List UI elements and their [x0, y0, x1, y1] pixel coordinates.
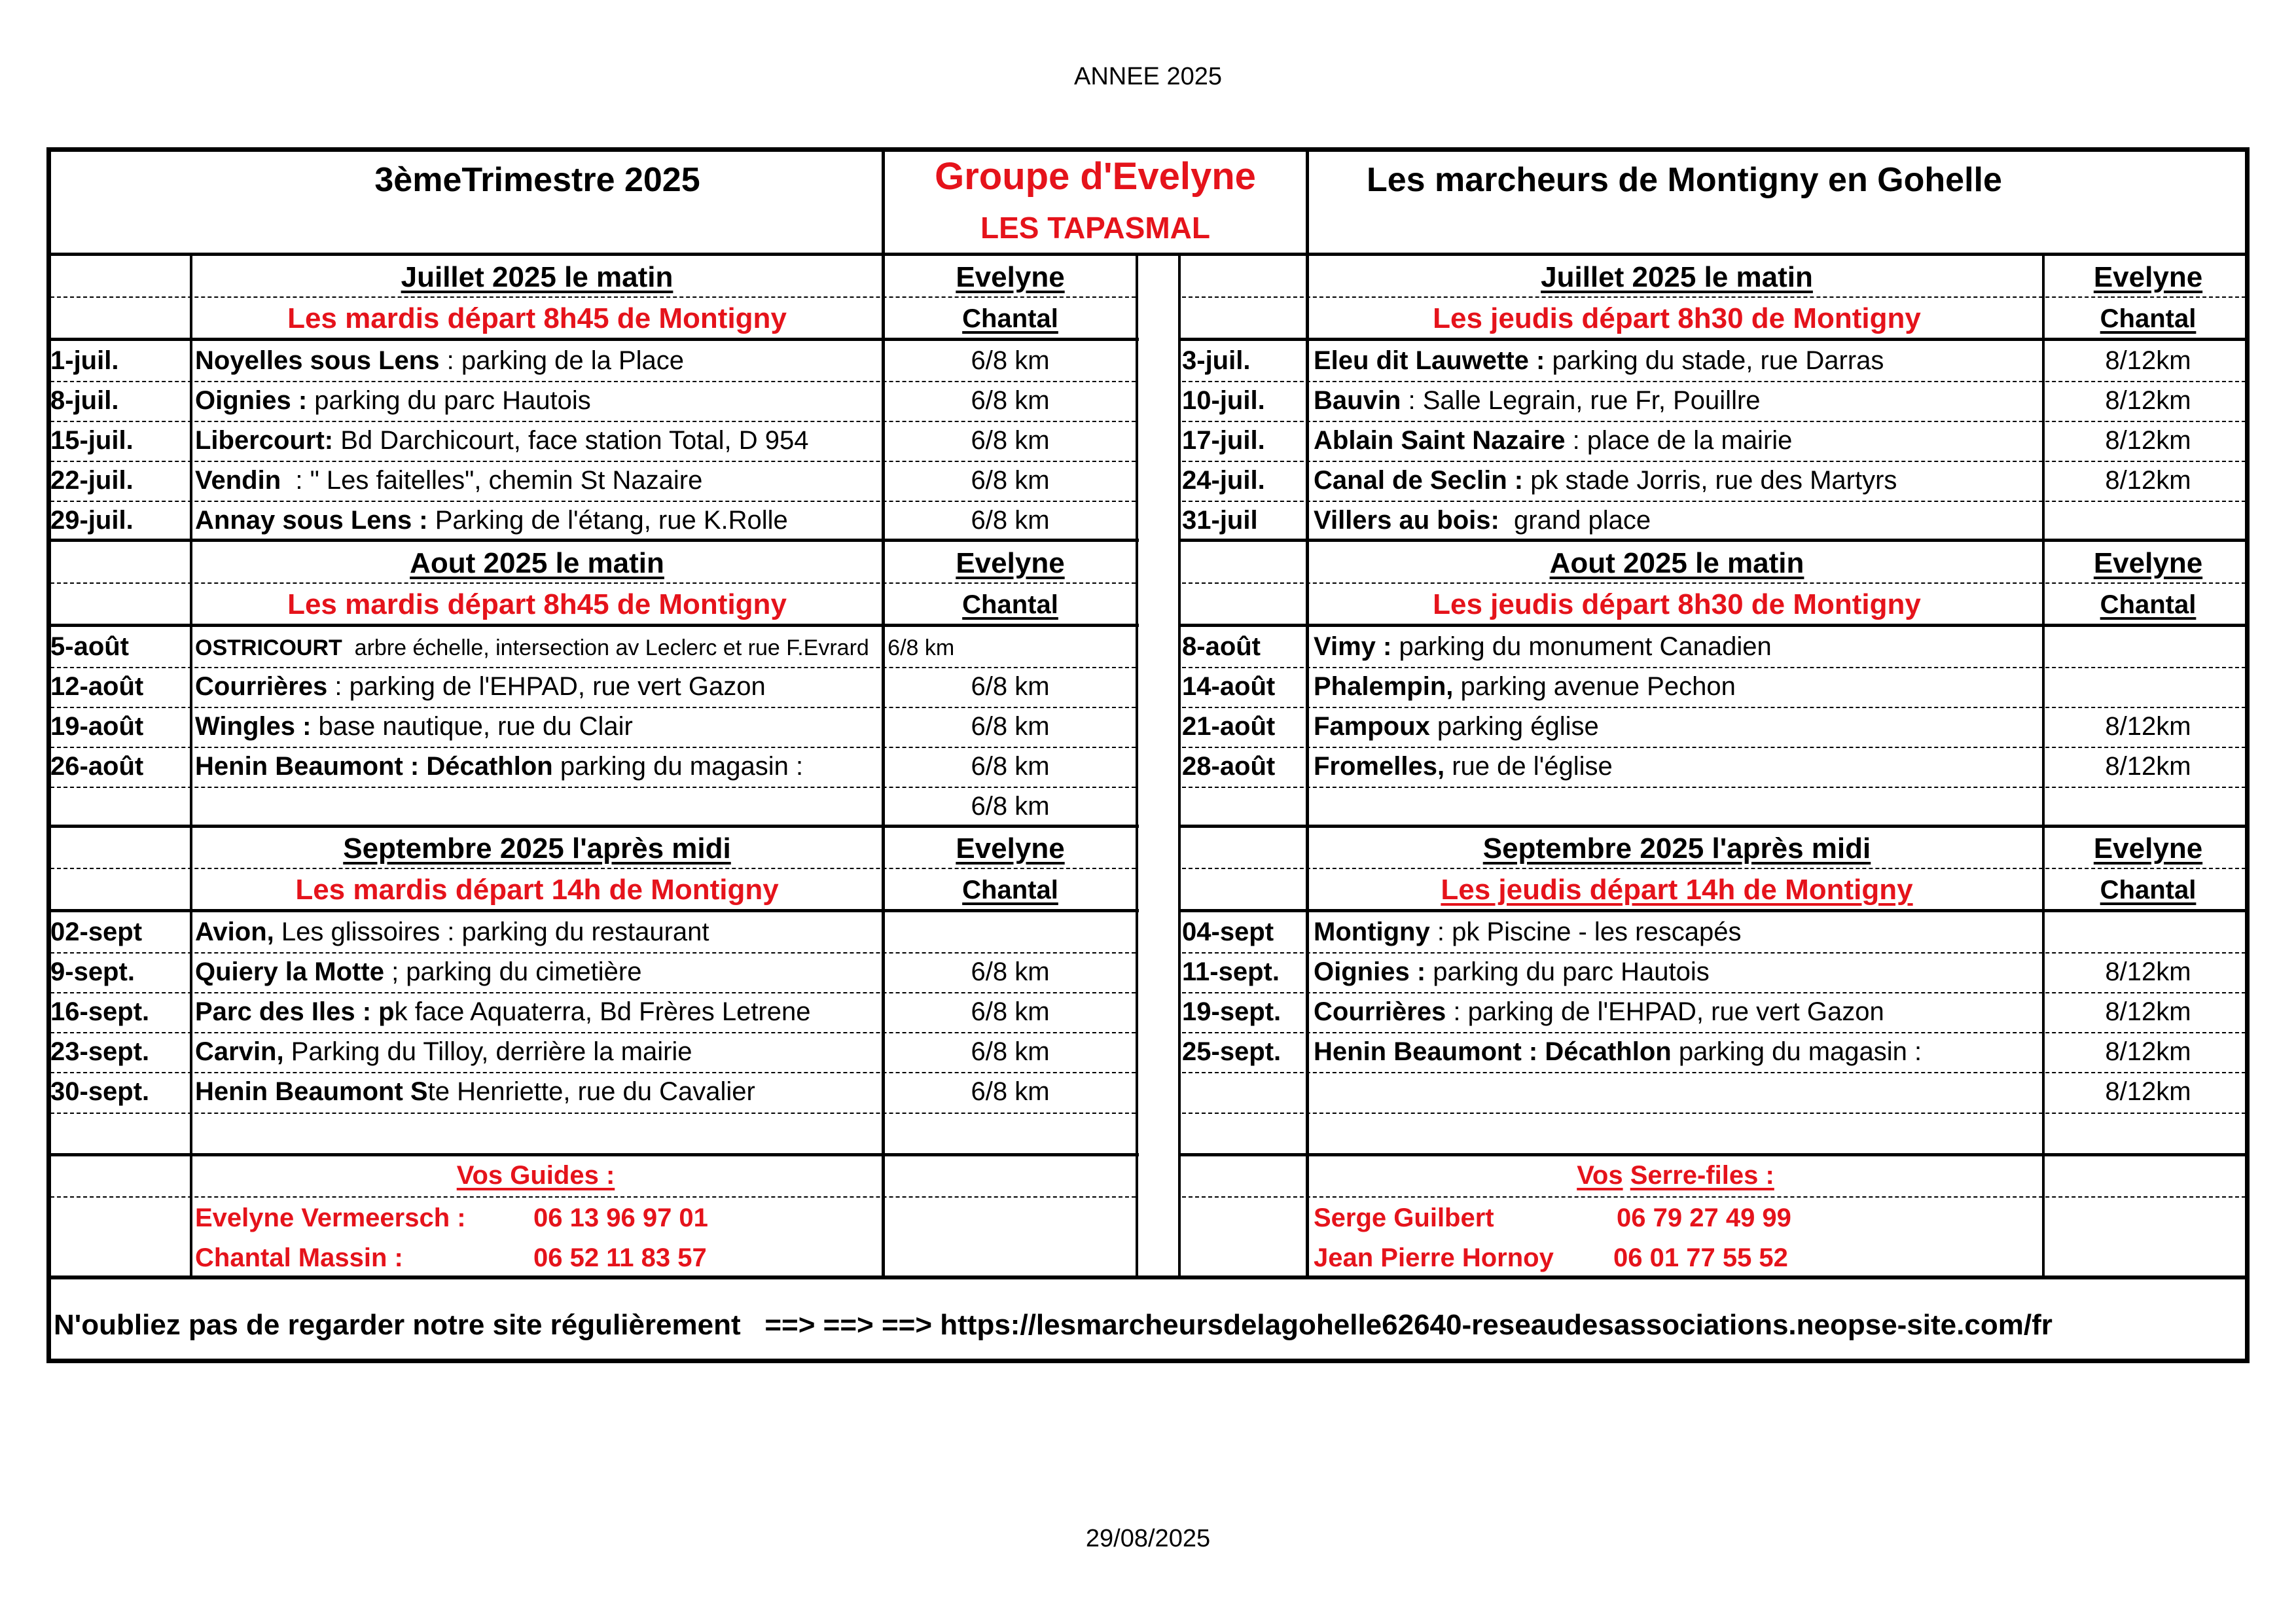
left-september-date-0: 02-sept: [50, 918, 143, 946]
right-august-date-3: 28-août: [1182, 752, 1276, 781]
left-august-date-2: 19-août: [50, 712, 144, 741]
place-name: Eleu dit Lauwette :: [1314, 346, 1545, 375]
right-july-place-2: [1314, 421, 1792, 460]
place-name: Henin Beaumont : Décathlon: [1314, 1037, 1672, 1066]
place-detail: rue de l'église: [1444, 752, 1613, 781]
serre-files-title-b: Serre-files :: [1630, 1161, 1774, 1190]
right-september-dist-4: 8/12km: [2105, 1077, 2191, 1106]
right-september-guide1: Evelyne: [2093, 832, 2203, 865]
place-detail: k face Aquaterra, Bd Frères Letrene: [394, 997, 811, 1026]
serre-file-phone-1: 06 79 27 49 99: [1617, 1204, 1791, 1232]
left-july-place-2: [195, 421, 808, 460]
left-september-title: Septembre 2025 l'après midi: [343, 832, 731, 865]
left-september-guide1: Evelyne: [956, 832, 1065, 865]
right-july-dist-4: [2047, 501, 2250, 540]
right-august-date-2: 21-août: [1182, 712, 1276, 741]
right-july-date-4: 31-juil: [1182, 506, 1258, 535]
right-september-place-1: [1314, 952, 1710, 991]
place-detail: : " Les faitelles", chemin St Nazaire: [281, 466, 703, 495]
right-september-dist-1: 8/12km: [2105, 957, 2191, 986]
left-september-dist-4: 6/8 km: [971, 1077, 1050, 1106]
place-detail: base nautique, rue du Clair: [311, 712, 633, 741]
place-detail: parking avenue Pechon: [1453, 672, 1736, 701]
place-name: Courrières: [195, 672, 328, 701]
guide-name-2: Chantal Massin :: [195, 1243, 403, 1272]
left-july-guide1: Evelyne: [956, 261, 1065, 293]
place-name: OSTRICOURT: [195, 635, 342, 660]
right-july-dist-3: 8/12km: [2105, 466, 2191, 495]
serre-file-name-1: Serge Guilbert: [1314, 1204, 1494, 1232]
right-july-place-0: [1314, 341, 1884, 380]
left-august-dist-0: [885, 627, 1136, 666]
left-july-dist-4: 6/8 km: [971, 506, 1050, 535]
left-september-place-4: [195, 1072, 755, 1111]
right-september-dist-3: 8/12km: [2105, 1037, 2191, 1066]
place-detail: parking du parc Hautois: [307, 386, 591, 415]
place-detail: parking du monument Canadien: [1391, 632, 1772, 661]
right-september-guide2: Chantal: [2100, 876, 2197, 904]
left-july-guide2: Chantal: [962, 304, 1058, 333]
place-name: Noyelles sous Lens: [195, 346, 440, 375]
left-july-place-0: [195, 341, 684, 380]
right-july-depart: Les jeudis départ 8h30 de Montigny: [1433, 302, 1921, 334]
right-july-date-0: 3-juil.: [1182, 346, 1251, 375]
place-name: Libercourt:: [195, 426, 334, 455]
left-july-title: Juillet 2025 le matin: [401, 261, 673, 293]
left-september-place-3: [195, 1032, 692, 1071]
right-september-dist-0: [2047, 912, 2250, 952]
left-july-dist-1: 6/8 km: [971, 386, 1050, 415]
right-july-place-4: [1314, 501, 1651, 540]
right-july-title: Juillet 2025 le matin: [1541, 261, 1813, 293]
place-name: Phalempin,: [1314, 672, 1454, 701]
left-july-dist-2: 6/8 km: [971, 426, 1050, 455]
page-header: ANNEE 2025: [1073, 63, 1222, 90]
right-july-place-3: [1314, 461, 1897, 500]
left-july-date-4: 29-juil.: [50, 506, 134, 535]
left-august-date-3: 26-août: [50, 752, 144, 781]
right-september-date-1: 11-sept.: [1182, 957, 1280, 986]
left-july-depart: Les mardis départ 8h45 de Montigny: [287, 302, 787, 334]
place-detail: ; parking du cimetière: [384, 957, 642, 986]
right-august-place-2: [1314, 707, 1599, 746]
place-name: Villers au bois:: [1314, 506, 1499, 535]
group-subname: LES TAPASMAL: [980, 211, 1210, 245]
left-august-dist-3: 6/8 km: [971, 752, 1050, 781]
place-name: Avion,: [195, 918, 274, 946]
right-august-place-0: [1314, 627, 1772, 666]
left-july-date-3: 22-juil.: [50, 466, 134, 495]
right-july-date-1: 10-juil.: [1182, 386, 1265, 415]
place-detail: parking du magasin :: [1671, 1037, 1922, 1066]
place-detail: : parking de la Place: [439, 346, 685, 375]
left-september-guide2: Chantal: [962, 876, 1058, 904]
place-detail: parking église: [1429, 712, 1599, 741]
footer-arrows: ==> ==> ==>: [764, 1309, 933, 1341]
place-name: Parc des Iles : p: [195, 997, 395, 1026]
serre-file-phone-2: 06 01 77 55 52: [1613, 1243, 1788, 1272]
place-name: Fampoux: [1314, 712, 1430, 741]
serre-files-title-a: Vos: [1577, 1161, 1623, 1190]
left-july-place-3: [195, 461, 702, 500]
site-link[interactable]: https://lesmarcheursdelagohelle62640-reseaudesassociations.neopse-site.com/fr: [940, 1309, 2053, 1341]
left-july-dist-3: 6/8 km: [971, 466, 1050, 495]
place-name: Courrières: [1314, 997, 1446, 1026]
right-july-guide1: Evelyne: [2093, 261, 2203, 293]
dash-line: [1182, 1113, 2246, 1114]
left-july-date-0: 1-juil.: [50, 346, 119, 375]
dash-line: [50, 1196, 1136, 1198]
place-detail: : pk Piscine - les rescapés: [1429, 918, 1742, 946]
left-august-guide1: Evelyne: [956, 547, 1065, 579]
serre-file-name-2: Jean Pierre Hornoy: [1314, 1243, 1554, 1272]
right-july-date-2: 17-juil.: [1182, 426, 1265, 455]
guide-phone-2: 06 52 11 83 57: [533, 1243, 707, 1272]
place-detail: parking du magasin :: [552, 752, 804, 781]
place-name: Annay sous Lens :: [195, 506, 428, 535]
col-divider: [1136, 256, 1138, 1275]
left-september-dist-2: 6/8 km: [971, 997, 1050, 1026]
right-august-dist-0: [2047, 627, 2250, 666]
right-august-place-1: [1314, 667, 1736, 706]
col-divider: [2042, 256, 2045, 1275]
place-detail: Les glissoires : parking du restaurant: [274, 918, 709, 946]
place-name: Fromelles,: [1314, 752, 1445, 781]
place-detail: grand place: [1499, 506, 1651, 535]
right-july-dist-0: 8/12km: [2105, 346, 2191, 375]
right-september-date-2: 19-sept.: [1182, 997, 1282, 1026]
left-september-date-2: 16-sept.: [50, 997, 150, 1026]
left-july-date-1: 8-juil.: [50, 386, 119, 415]
left-august-guide2: Chantal: [962, 590, 1058, 619]
left-september-dist-0: [885, 912, 1136, 952]
right-july-dist-2: 8/12km: [2105, 426, 2191, 455]
right-august-dist-2: 8/12km: [2105, 712, 2191, 741]
place-name: Montigny: [1314, 918, 1430, 946]
place-name: Henin Beaumont S: [195, 1077, 428, 1106]
dash-line: [50, 1113, 1136, 1114]
left-august-date-1: 12-août: [50, 672, 144, 701]
place-detail: : parking de l'EHPAD, rue vert Gazon: [327, 672, 766, 701]
left-august-depart: Les mardis départ 8h45 de Montigny: [287, 588, 787, 620]
col-divider: [190, 256, 192, 1275]
left-july-date-2: 15-juil.: [50, 426, 134, 455]
left-august-place-3: [195, 747, 803, 786]
place-name: Vendin: [195, 466, 281, 495]
left-september-date-4: 30-sept.: [50, 1077, 150, 1106]
left-august-dist-4: 6/8 km: [971, 792, 1050, 821]
place-name: Quiery la Motte: [195, 957, 384, 986]
place-detail: Parking de l'étang, rue K.Rolle: [427, 506, 788, 535]
left-august-place-1: [195, 667, 766, 706]
place-name: Bauvin: [1314, 386, 1401, 415]
right-august-guide1: Evelyne: [2093, 547, 2203, 579]
place-detail: parking du parc Hautois: [1426, 957, 1710, 986]
right-july-dist-1: 8/12km: [2105, 386, 2191, 415]
place-name: Wingles :: [195, 712, 312, 741]
right-august-date-0: 8-août: [1182, 632, 1261, 661]
right-september-title: Septembre 2025 l'après midi: [1482, 832, 1871, 865]
left-august-dist-2: 6/8 km: [971, 712, 1050, 741]
col-divider-club: [1306, 147, 1309, 1279]
left-august-place-2: [195, 707, 633, 746]
left-september-date-1: 9-sept.: [50, 957, 135, 986]
guide-phone-1: 06 13 96 97 01: [533, 1204, 708, 1232]
footer-note-text: N'oubliez pas de regarder notre site régulièrement: [54, 1309, 741, 1341]
right-august-dist-1: [2047, 667, 2250, 706]
right-september-place-3: [1314, 1032, 1922, 1071]
footer-date: 29/08/2025: [1085, 1525, 1211, 1552]
guides-title: Vos Guides :: [456, 1161, 615, 1190]
right-august-date-1: 14-août: [1182, 672, 1276, 701]
left-september-dist-1: 6/8 km: [971, 957, 1050, 986]
right-august-title: Aout 2025 le matin: [1549, 547, 1804, 579]
place-detail: arbre échelle, intersection av Leclerc et rue F.Evrard 6/8 km: [342, 635, 955, 660]
group-name: Groupe d'Evelyne: [935, 155, 1256, 198]
left-july-dist-0: 6/8 km: [971, 346, 1050, 375]
right-july-date-3: 24-juil.: [1182, 466, 1265, 495]
right-september-depart: Les jeudis départ 14h de Montigny: [1441, 874, 1913, 906]
right-september-place-0: [1314, 912, 1741, 952]
trimester-title: 3èmeTrimestre 2025: [374, 161, 700, 199]
left-august-dist-1: 6/8 km: [971, 672, 1050, 701]
left-september-dist-3: 6/8 km: [971, 1037, 1050, 1066]
left-august-place-0: [195, 627, 954, 666]
place-detail: pk stade Jorris, rue des Martyrs: [1523, 466, 1897, 495]
place-name: Oignies :: [1314, 957, 1426, 986]
col-divider: [1178, 256, 1181, 1275]
place-detail: : Salle Legrain, rue Fr, Pouillre: [1401, 386, 1761, 415]
place-detail: parking du stade, rue Darras: [1545, 346, 1884, 375]
right-july-guide2: Chantal: [2100, 304, 2197, 333]
left-august-date-0: 5-août: [50, 632, 129, 661]
left-september-place-0: [195, 912, 709, 952]
left-september-place-2: [195, 992, 811, 1031]
right-september-date-0: 04-sept: [1182, 918, 1274, 946]
right-september-date-3: 25-sept.: [1182, 1037, 1282, 1066]
place-name: Oignies :: [195, 386, 308, 415]
place-detail: : place de la mairie: [1565, 426, 1793, 455]
right-august-depart: Les jeudis départ 8h30 de Montigny: [1433, 588, 1921, 620]
right-september-place-2: [1314, 992, 1884, 1031]
place-detail: Bd Darchicourt, face station Total, D 954: [333, 426, 809, 455]
place-name: Henin Beaumont : Décathlon: [195, 752, 553, 781]
right-august-guide2: Chantal: [2100, 590, 2197, 619]
club-name: Les marcheurs de Montigny en Gohelle: [1367, 161, 2002, 199]
place-name: Canal de Seclin :: [1314, 466, 1524, 495]
right-august-dist-3: 8/12km: [2105, 752, 2191, 781]
right-september-dist-2: 8/12km: [2105, 997, 2191, 1026]
left-july-place-1: [195, 381, 591, 420]
place-name: Carvin,: [195, 1037, 284, 1066]
right-august-dist-4: [2047, 787, 2250, 826]
hline-title: [46, 253, 2250, 256]
left-september-place-1: [195, 952, 641, 991]
place-detail: te Henriette, rue du Cavalier: [427, 1077, 755, 1106]
footer-note: [54, 1302, 2053, 1348]
left-august-title: Aout 2025 le matin: [410, 547, 664, 579]
left-july-place-4: [195, 501, 788, 540]
right-august-place-3: [1314, 747, 1613, 786]
left-september-date-3: 23-sept.: [50, 1037, 150, 1066]
place-detail: : parking de l'EHPAD, rue vert Gazon: [1446, 997, 1884, 1026]
dash-line: [1182, 1196, 2246, 1198]
place-name: Ablain Saint Nazaire: [1314, 426, 1566, 455]
serre-files-title: [1309, 1156, 2042, 1195]
left-september-depart: Les mardis départ 14h de Montigny: [295, 874, 779, 906]
place-detail: Parking du Tilloy, derrière la mairie: [283, 1037, 692, 1066]
right-july-place-1: [1314, 381, 1761, 420]
guide-name-1: Evelyne Vermeersch :: [195, 1204, 466, 1232]
place-name: Vimy :: [1314, 632, 1392, 661]
